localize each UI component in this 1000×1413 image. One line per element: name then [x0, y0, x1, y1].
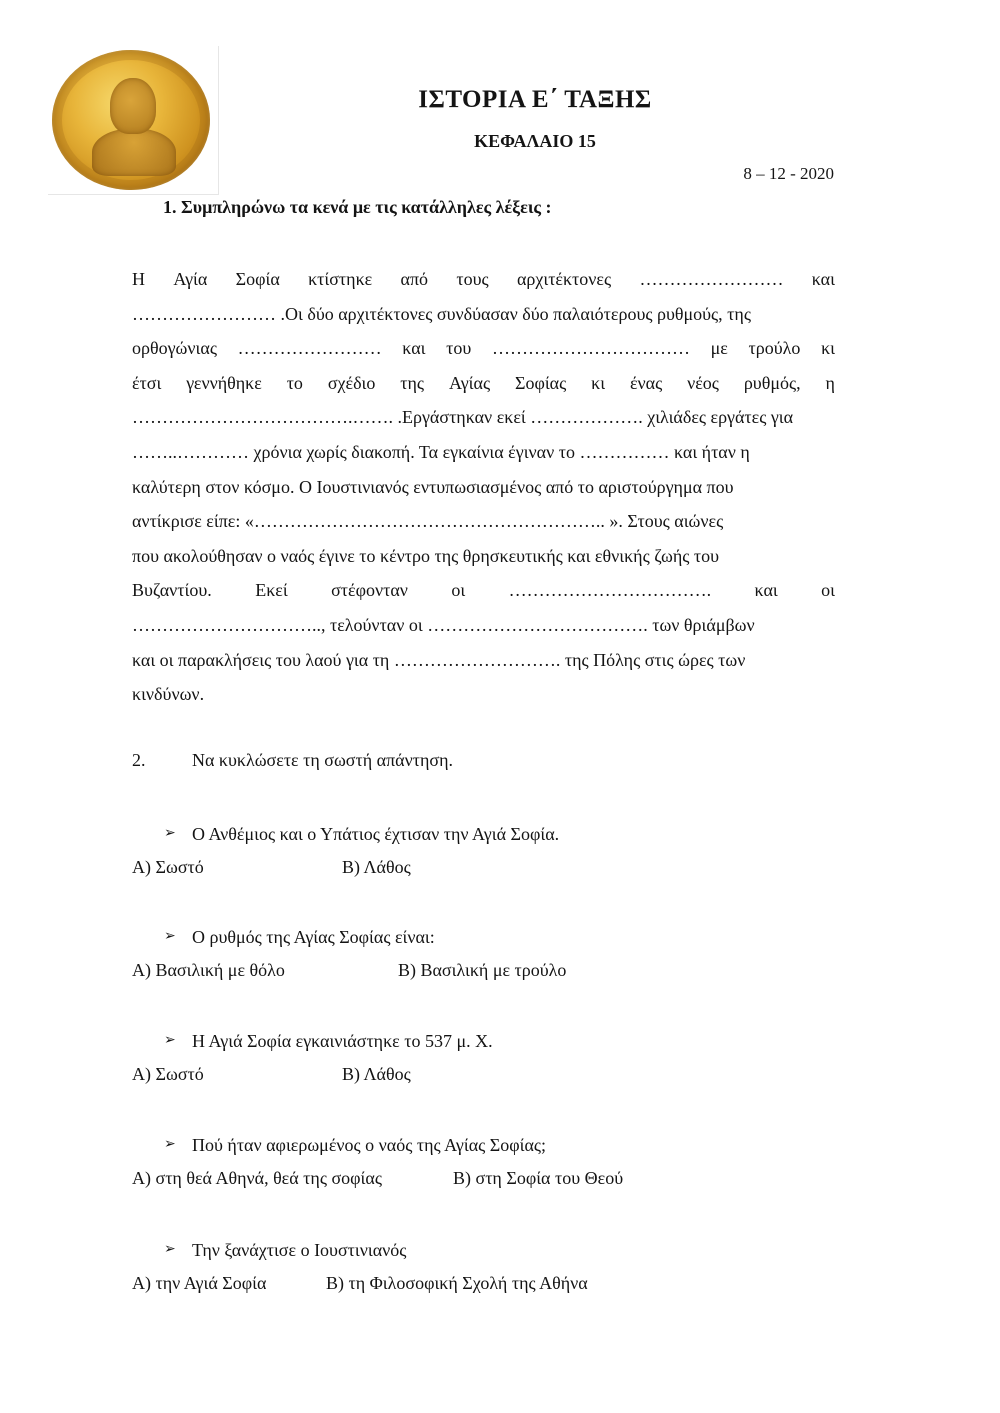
question-3 [132, 1023, 493, 1089]
exercise-2-heading [132, 750, 453, 771]
passage-text: Αγίας [448, 372, 491, 393]
passage-text: ………………………….., τελούνταν οι ………………………………. των θριάμβων [132, 614, 755, 635]
option-a[interactable]: Α) Σωστό [132, 1064, 204, 1084]
passage-text: οι [821, 580, 835, 601]
passage-text: …………………… [237, 338, 382, 359]
passage-text: το [286, 372, 303, 393]
option-a[interactable]: Α) στη θεά Αθηνά, θεά της σοφίας [132, 1168, 382, 1188]
passage-text: Βυζαντίου. [132, 580, 212, 601]
passage-text: Αγία [173, 269, 208, 289]
passage-line [132, 435, 835, 470]
question-statement: Πού ήταν αφιερωμένος ο ναός της Αγίας Σοφίας; [192, 1135, 547, 1155]
byzantine-coin-illustration [52, 50, 210, 190]
passage-text: ……………………………. [508, 580, 712, 601]
question-statement: Ο ρυθμός της Αγίας Σοφίας είναι: [192, 927, 435, 947]
date-text: 8 – 12 - 2020 [743, 164, 834, 183]
passage-text: τους [456, 269, 489, 289]
passage-text: κινδύνων. [132, 684, 205, 705]
passage-text: ……..………… χρόνια χωρίς διακοπή. Τα εγκαίνια έγιναν το …………… και ήταν η [132, 441, 750, 462]
passage-line [132, 573, 835, 608]
passage-text: αρχιτέκτονες [516, 269, 612, 289]
passage-text: …………………………… [491, 338, 690, 359]
passage-text: κι [591, 372, 606, 393]
question-5 [132, 1232, 588, 1298]
passage-line [132, 262, 835, 297]
passage-text: Η [132, 269, 145, 289]
passage-text: κι [821, 338, 835, 359]
arrowhead-bullet-icon: ➢ [164, 1242, 176, 1257]
passage-line [132, 539, 835, 574]
arrowhead-bullet-icon: ➢ [164, 826, 176, 841]
passage-text: και οι παρακλήσεις του λαού για τη ………………………. της Πόλης στις ώρες των [132, 649, 746, 670]
question-4 [132, 1127, 624, 1193]
passage-line [132, 643, 835, 678]
passage-line [132, 470, 835, 505]
passage-text: νέος [687, 372, 719, 393]
passage-text: του [446, 338, 472, 359]
passage-text: σχέδιο [327, 372, 376, 393]
passage-text: αντίκρισε είπε: «………………………………………………….. ». Στους αιώνες [132, 511, 724, 532]
question-statement: Η Αγιά Σοφία εγκαινιάστηκε το 537 μ. Χ. [192, 1031, 493, 1051]
option-a[interactable]: Α) Σωστό [132, 857, 204, 877]
passage-text: Σοφίας [514, 372, 567, 393]
passage-line [132, 366, 835, 401]
passage-text: και [811, 269, 835, 289]
passage-text: Σοφία [235, 269, 280, 289]
chapter-heading: ΚΕΦΑΛΑΙΟ 15 [474, 131, 596, 151]
exercise-2-instruction: Να κυκλώσετε τη σωστή απάντηση. [192, 750, 454, 770]
arrowhead-bullet-icon: ➢ [164, 1033, 176, 1048]
arrowhead-bullet-icon: ➢ [164, 1137, 176, 1152]
passage-text: έτσι [132, 372, 162, 393]
passage-text: και [402, 338, 426, 359]
passage-text: ρυθμός, [743, 372, 801, 393]
passage-text: από [400, 269, 429, 289]
passage-text: της [400, 372, 425, 393]
option-b[interactable]: Β) Βασιλική με τρούλο [398, 960, 567, 980]
question-statement: Ο Ανθέμιος και ο Υπάτιος έχτισαν την Αγιά Σοφία. [192, 824, 560, 844]
passage-text: η [825, 372, 835, 393]
passage-line [132, 608, 835, 643]
passage-line [132, 297, 835, 332]
passage-text: ……………………………….……. .Εργάστηκαν εκεί ………………. χιλιάδες εργάτες για [132, 407, 794, 428]
passage-text: οι [451, 580, 466, 601]
option-b[interactable]: Β) τη Φιλοσοφική Σχολή της Αθήνα [326, 1273, 588, 1293]
exercise-2-number: 2. [132, 750, 146, 770]
option-a[interactable]: Α) την Αγιά Σοφία [132, 1273, 267, 1293]
passage-line [132, 677, 835, 712]
question-statement: Την ξανάχτισε ο Ιουστινιανός [192, 1240, 407, 1260]
arrowhead-bullet-icon: ➢ [164, 929, 176, 944]
exercise-1-heading: 1. Συμπληρώνω τα κενά με τις κατάλληλες λέξεις : [163, 197, 552, 217]
passage-text: ένας [629, 372, 663, 393]
passage-text: τρούλο [748, 338, 801, 359]
passage-text: με [710, 338, 728, 359]
coin-image [48, 46, 219, 195]
question-2 [132, 919, 567, 985]
passage-line [132, 331, 835, 366]
passage-text: καλύτερη στον κόσμο. Ο Ιουστινιανός εντυπωσιασμένος από το αριστούργημα που [132, 476, 734, 497]
option-a[interactable]: Α) Βασιλική με θόλο [132, 960, 285, 980]
passage-line [132, 400, 835, 435]
passage-text: κτίστηκε [308, 269, 373, 289]
question-1 [132, 816, 559, 882]
option-b[interactable]: Β) Λάθος [342, 1064, 411, 1084]
passage-text: και [754, 580, 778, 601]
option-b[interactable]: Β) Λάθος [342, 857, 411, 877]
passage-text: ορθογώνιας [132, 338, 217, 359]
passage-text: …………………… .Οι δύο αρχιτέκτονες συνδύασαν δύο παλαιότερους ρυθμούς, της [132, 303, 751, 324]
passage-line [132, 504, 835, 539]
passage-text: Εκεί [255, 580, 288, 601]
passage-text: …………………… [639, 269, 784, 289]
passage-text: γεννήθηκε [186, 372, 262, 393]
fill-in-passage [132, 262, 835, 712]
passage-text: στέφονταν [331, 580, 408, 601]
option-b[interactable]: Β) στη Σοφία του Θεού [453, 1168, 624, 1188]
passage-text: που ακολούθησαν ο ναός έγινε το κέντρο της θρησκευτικής και εθνικής ζωής του [132, 545, 720, 566]
page-title: ΙΣΤΟΡΙΑ Ε΄ ΤΑΞΗΣ [418, 86, 652, 113]
